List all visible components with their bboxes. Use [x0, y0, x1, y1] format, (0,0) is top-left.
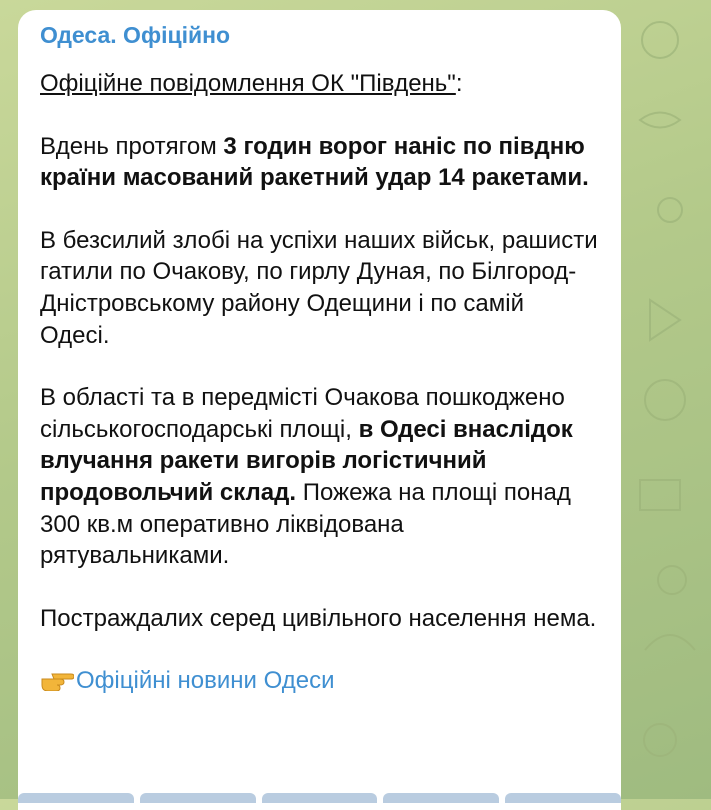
message-title-suffix: : [455, 70, 463, 97]
message-title-line [40, 68, 599, 100]
channel-name[interactable]: Одеса. Офіційно [40, 22, 231, 48]
inline-button[interactable] [140, 793, 256, 803]
inline-button[interactable] [262, 793, 378, 803]
paragraph-2: В безсилий злобі на успіхи наших військ, рашисти гатили по Очакову, по гирлу Дуная, по Білгород-Дністровському району Одещини і по самій Одесі. [40, 226, 598, 349]
paragraph-3-tail: Пожежа на площі понад 300 кв.м оперативно ліквідована рятувальниками. [40, 478, 571, 570]
message-title: Офіційне повідомлення ОК "Південь" [40, 70, 456, 97]
message-text [40, 68, 599, 697]
paragraph-1-text: Вдень протягом [40, 132, 224, 160]
pointing-hand-icon [40, 669, 74, 691]
inline-button[interactable] [18, 793, 134, 803]
paragraph-1-bold: 3 годин ворог наніс по півдню країни масований ракетний удар 14 ракетами. [40, 132, 589, 192]
message-bubble [18, 10, 621, 810]
official-news-link[interactable]: Офіційні новини Одеси [76, 667, 335, 695]
link-line [40, 665, 599, 697]
paragraph-3 [40, 382, 599, 572]
paragraph-1 [40, 131, 599, 194]
paragraph-3-bold: в Одесі внаслідок влучання ракети вигорів логістичний продовольчий склад. [40, 415, 573, 506]
inline-button[interactable] [383, 793, 499, 803]
inline-button[interactable] [505, 793, 621, 803]
paragraph-3-text: В області та в передмісті Очакова пошкоджено сільськогосподарські площі, [40, 384, 565, 443]
inline-buttons-row [18, 793, 621, 803]
paragraph-4: Постраждалих серед цивільного населення нема. [40, 604, 597, 632]
